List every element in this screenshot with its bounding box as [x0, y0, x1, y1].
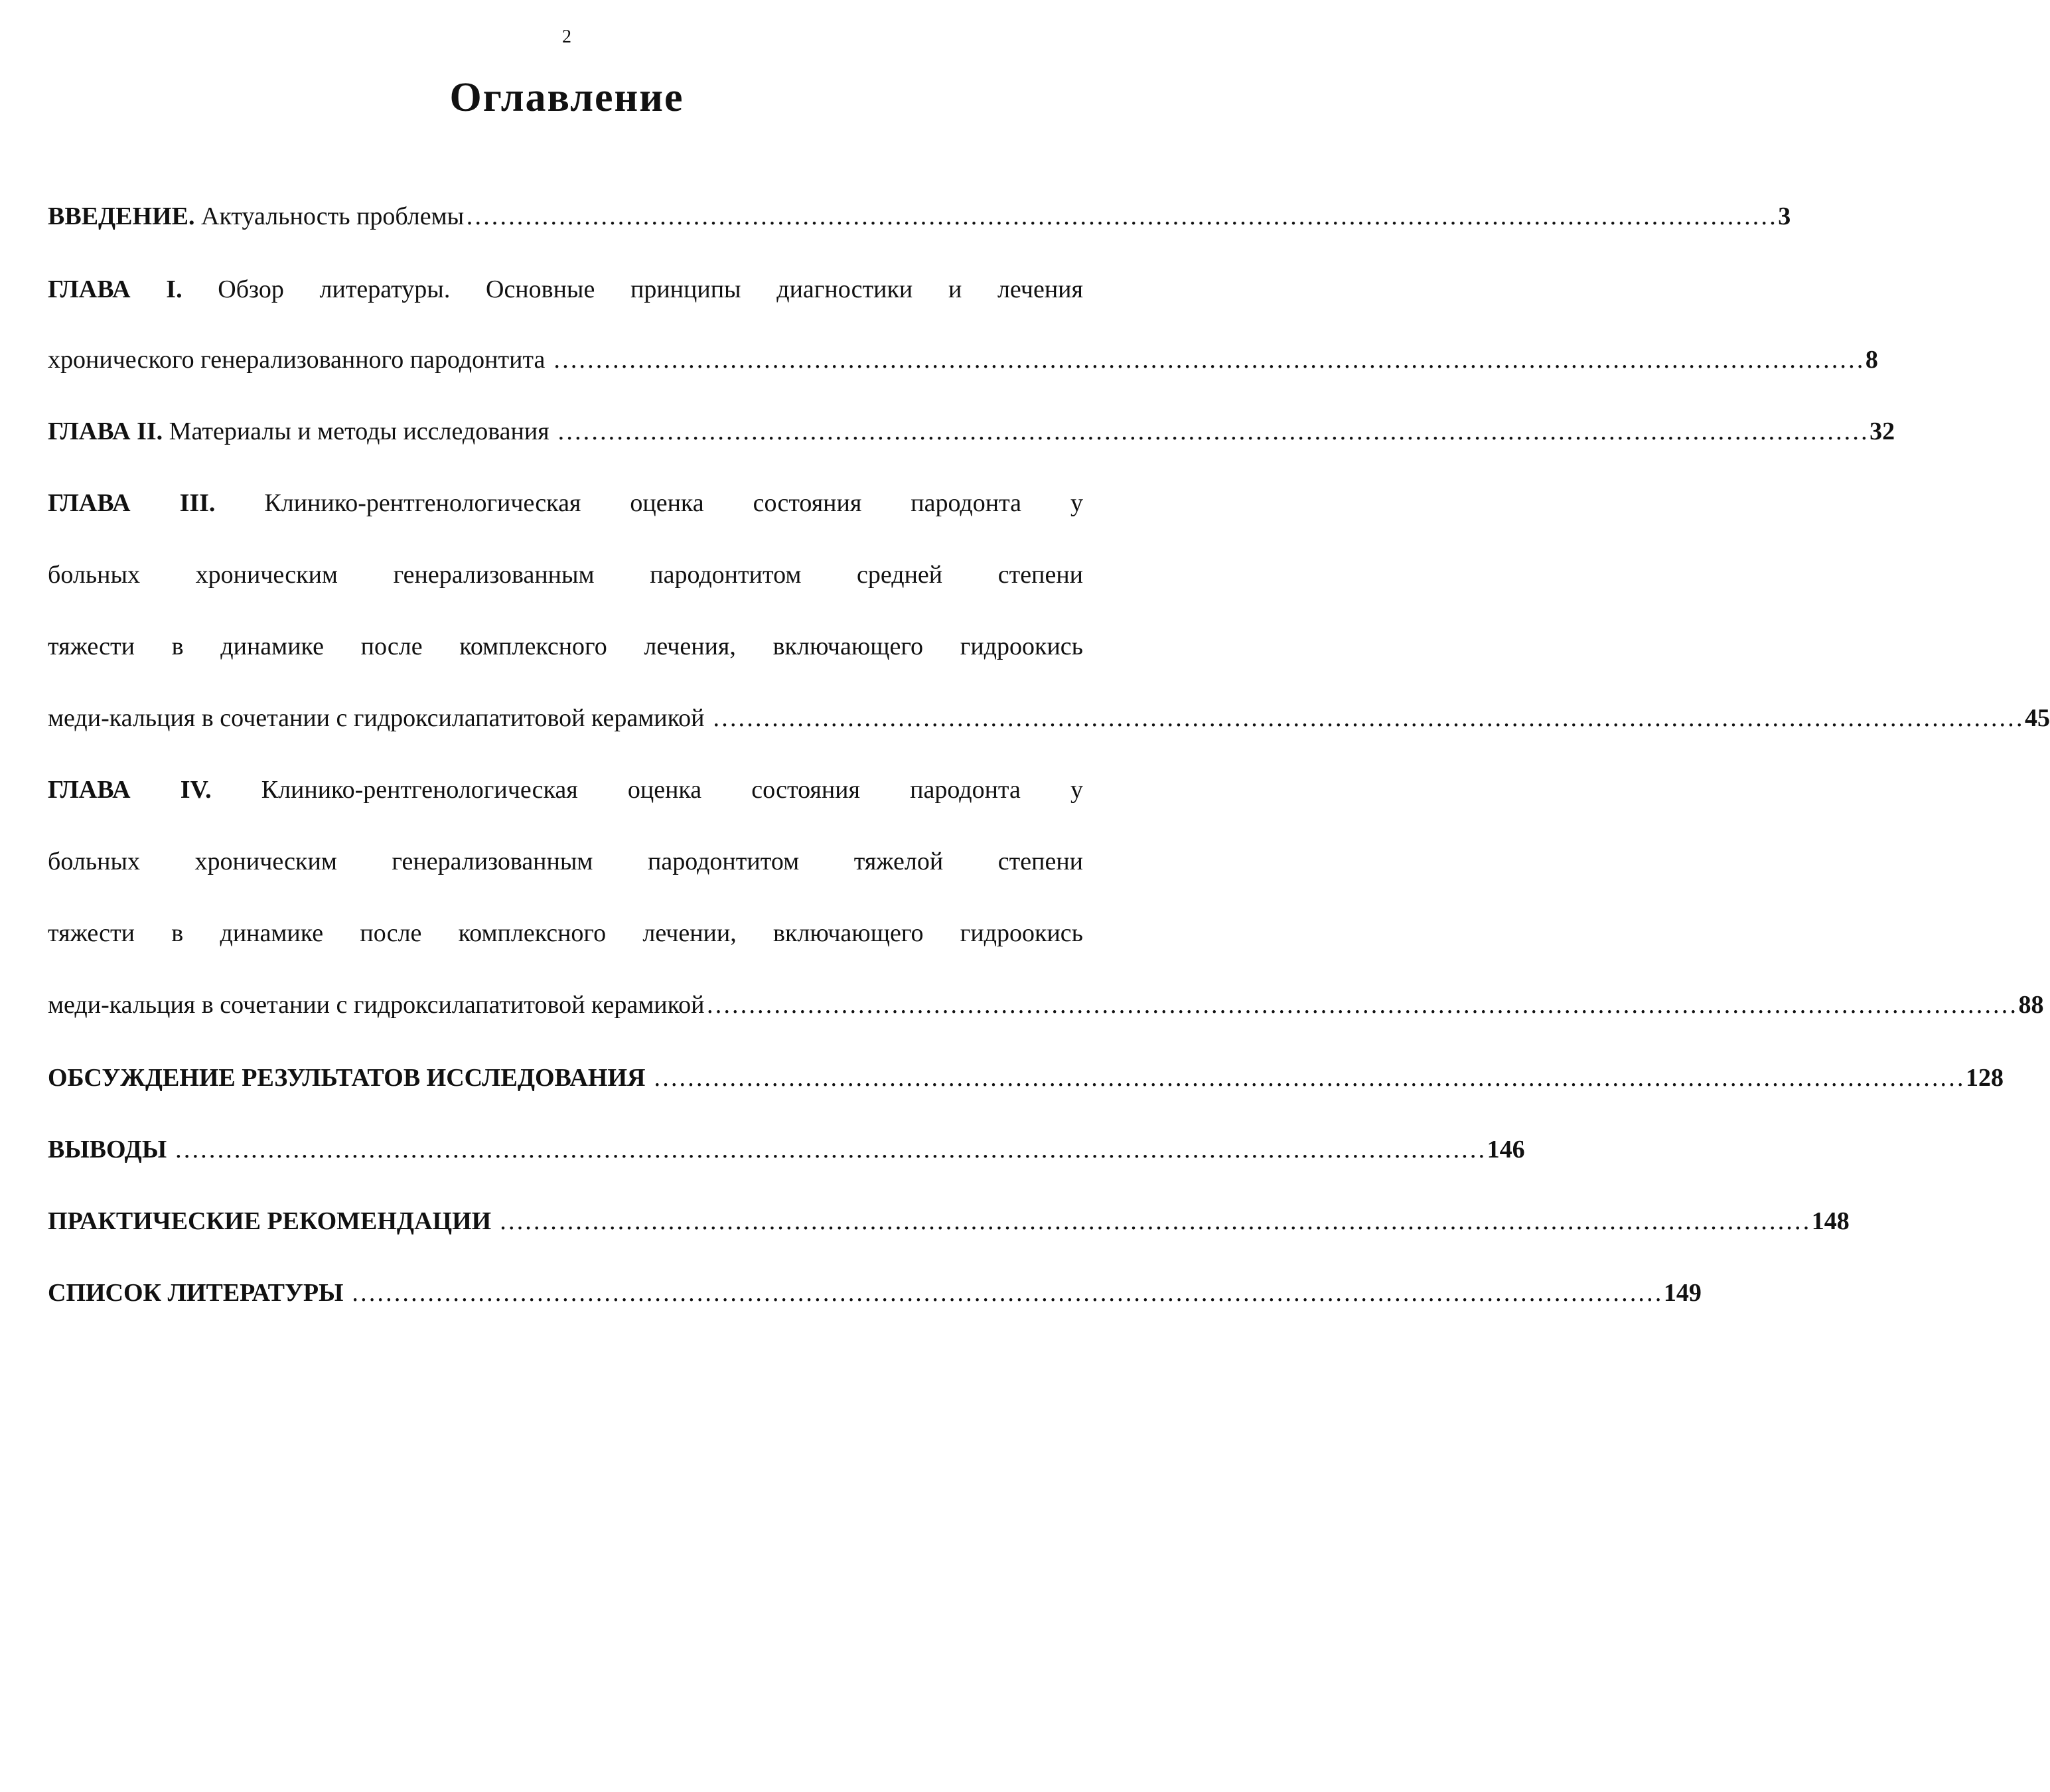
- dot-leader: …………………………………………………………………………………………………………………………………………: [557, 417, 1869, 445]
- toc-entry: [48, 340, 1878, 380]
- toc-entry: [48, 1130, 1525, 1169]
- toc-page-number: 146: [1487, 1136, 1525, 1163]
- toc-entry-heading: ОБСУЖДЕНИЕ РЕЗУЛЬТАТОВ ИССЛЕДОВАНИЯ: [48, 1064, 646, 1092]
- toc-entry-heading: ГЛАВА I.: [48, 275, 183, 303]
- toc-entry-text: [167, 1130, 173, 1169]
- toc-page-number: 128: [1965, 1064, 2004, 1092]
- toc-entry-heading: ВЫВОДЫ: [48, 1136, 167, 1163]
- toc-entry-line: [48, 483, 1083, 523]
- toc-page-number: 45: [2024, 704, 2050, 732]
- dot-leader: …………………………………………………………………………………………………………………………………………: [711, 704, 2023, 732]
- toc-entry-text: меди-кальция в сочетании с гидроксилапатитовой керамикой: [48, 704, 711, 732]
- toc-entry-text: меди-кальция в сочетании с гидроксилапатитовой керамикой: [48, 991, 705, 1019]
- dot-leader: …………………………………………………………………………………………………………………………………………: [174, 1136, 1486, 1163]
- toc-page-number: 32: [1869, 417, 1895, 445]
- toc-entry: [48, 1273, 1702, 1313]
- toc-entry-text: больных хроническим генерализованным пародонтитом тяжелой степени: [48, 848, 1083, 875]
- toc-entry-heading: ГЛАВА III.: [48, 489, 216, 517]
- toc-entry-heading: ВВЕДЕНИЕ.: [48, 202, 195, 230]
- dot-leader: …………………………………………………………………………………………………………………………………………: [350, 1279, 1662, 1307]
- toc-entry-line: [48, 842, 1083, 881]
- toc-entry-heading: ГЛАВА II.: [48, 417, 163, 445]
- toc-entry-text: [645, 1058, 652, 1098]
- toc-entry: [48, 196, 1791, 236]
- dot-leader: …………………………………………………………………………………………………………………………………………: [498, 1207, 1810, 1235]
- toc-entry-line: [48, 627, 1083, 666]
- toc-entry-text: Клинико-рентгенологическая оценка состояния пародонта у: [211, 776, 1083, 804]
- toc-entry-text: [343, 1273, 350, 1313]
- toc-entry-text: Актуальность проблемы: [194, 202, 465, 230]
- toc-page-number: 88: [2018, 991, 2044, 1019]
- toc-entry-heading: ГЛАВА IV.: [48, 776, 212, 804]
- toc-entry-text: [491, 1201, 498, 1241]
- page-number: 2: [562, 27, 571, 47]
- toc-entry-text: тяжести в динамике после комплексного лечения, включающего гидроокись: [48, 633, 1083, 660]
- dot-leader: …………………………………………………………………………………………………………………………………………: [465, 202, 1777, 230]
- toc-entry: [48, 411, 1895, 451]
- toc-entry-line: [48, 269, 1083, 309]
- toc-page-number: 8: [1865, 346, 1878, 374]
- toc-entry: [48, 698, 2050, 738]
- toc-entry: [48, 985, 2044, 1025]
- dot-leader: …………………………………………………………………………………………………………………………………………: [652, 1064, 1964, 1092]
- toc-page-number: 149: [1663, 1279, 1702, 1307]
- toc-entry-line: [48, 770, 1083, 810]
- toc-entry-line: [48, 555, 1083, 595]
- toc-entry-heading: СПИСОК ЛИТЕРАТУРЫ: [48, 1279, 344, 1307]
- toc-entry-line: [48, 913, 1083, 953]
- toc-entry-text: больных хроническим генерализованным пародонтитом средней степени: [48, 561, 1083, 589]
- toc-entry-text: Клинико-рентгенологическая оценка состояния пародонта у: [215, 489, 1083, 517]
- toc-entry-text: Обзор литературы. Основные принципы диагностики и лечения: [182, 275, 1083, 303]
- toc-entry-text: хронического генерализованного пародонтита: [48, 346, 551, 374]
- toc-entry-text: тяжести в динамике после комплексного лечении, включающего гидроокись: [48, 919, 1083, 947]
- toc-title: Оглавление: [449, 75, 684, 120]
- toc-entry-text: Материалы и методы исследования: [163, 417, 556, 445]
- toc-entry: [48, 1058, 2004, 1098]
- toc-entry: [48, 1201, 1850, 1241]
- toc-page-number: 3: [1778, 202, 1791, 230]
- dot-leader: …………………………………………………………………………………………………………………………………………: [552, 346, 1864, 374]
- toc-entry-heading: ПРАКТИЧЕСКИЕ РЕКОМЕНДАЦИИ: [48, 1207, 492, 1235]
- dot-leader: …………………………………………………………………………………………………………………………………………: [705, 991, 2017, 1019]
- toc-page-number: 148: [1811, 1207, 1850, 1235]
